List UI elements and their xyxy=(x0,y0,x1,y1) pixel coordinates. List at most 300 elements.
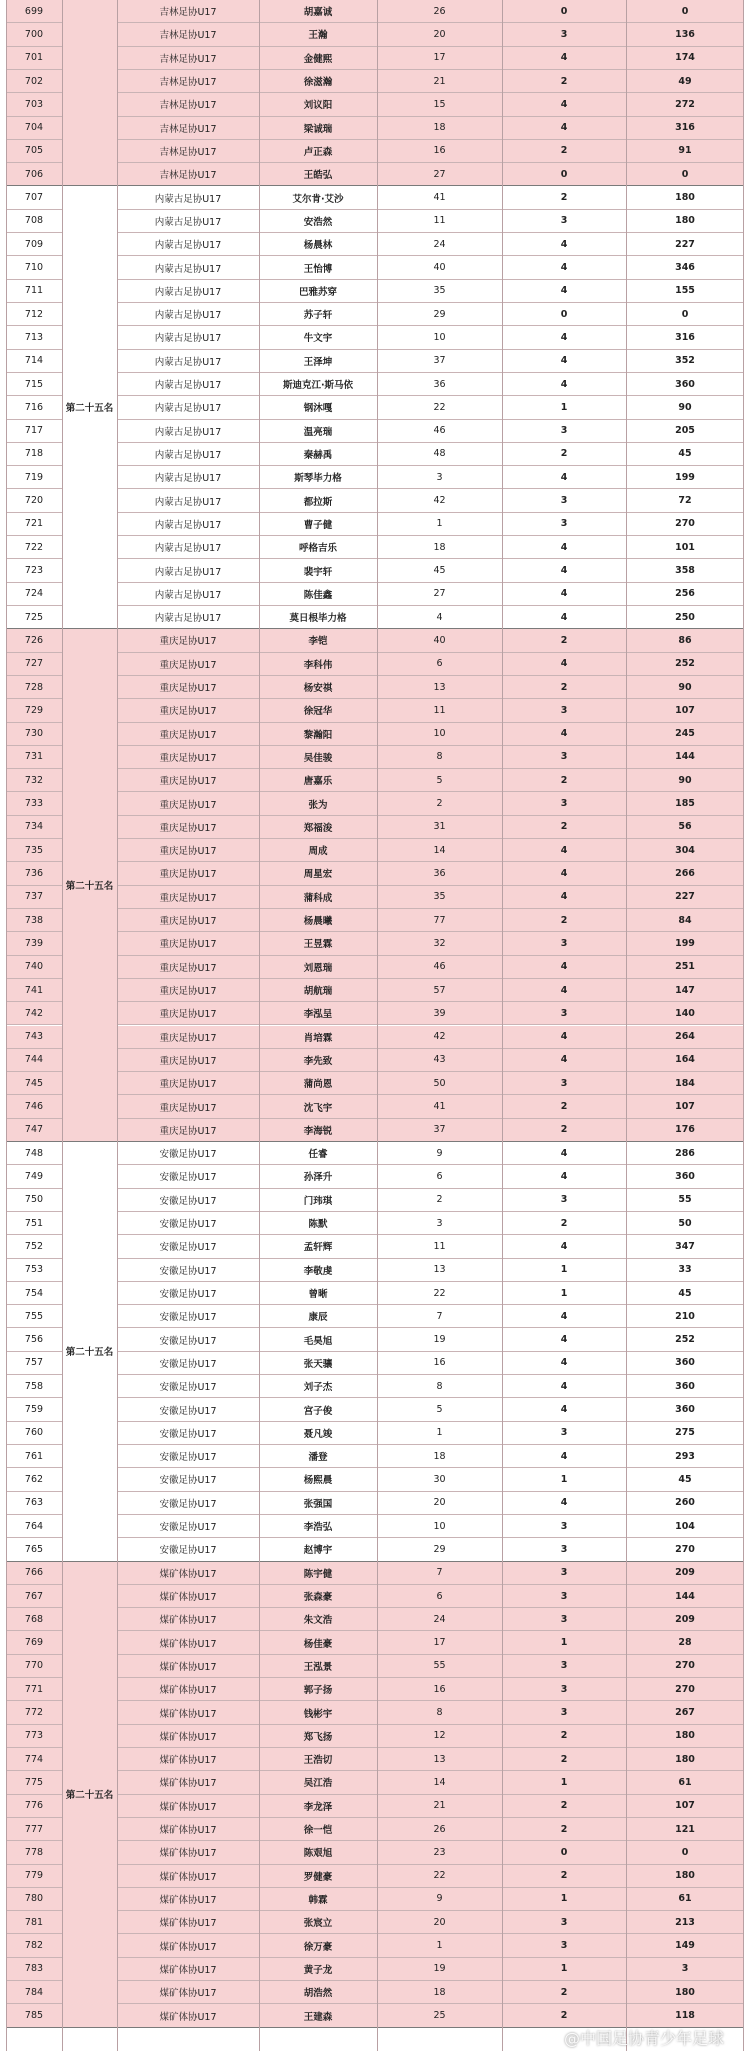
player-name: 李科伟 xyxy=(303,659,333,671)
column-divider xyxy=(117,0,118,2051)
team-name: 煤矿体协U17 xyxy=(159,1825,217,1837)
team-name: 煤矿体协U17 xyxy=(159,1731,217,1743)
games-played: 4 xyxy=(560,867,568,879)
team-name: 重庆足协U17 xyxy=(159,822,217,834)
games-played: 4 xyxy=(560,728,568,740)
jersey-number: 13 xyxy=(433,1753,446,1765)
team-name: 内蒙古足协U17 xyxy=(154,356,222,368)
minutes-played: 121 xyxy=(675,1823,695,1835)
games-played: 2 xyxy=(560,774,568,786)
jersey-number: 5 xyxy=(436,774,443,786)
games-played: 2 xyxy=(560,681,568,693)
player-name: 郑飞扬 xyxy=(303,1731,333,1743)
minutes-played: 184 xyxy=(675,1077,695,1089)
jersey-number: 14 xyxy=(433,844,446,856)
row-number: 737 xyxy=(24,891,44,903)
player-name: 苏子轩 xyxy=(303,310,333,322)
games-played: 4 xyxy=(560,658,568,670)
row-number: 767 xyxy=(24,1590,44,1602)
column-divider xyxy=(626,0,627,2051)
minutes-played: 107 xyxy=(675,704,695,716)
minutes-played: 45 xyxy=(678,1473,692,1485)
row-number: 785 xyxy=(24,2010,44,2022)
minutes-played: 209 xyxy=(675,1567,695,1579)
player-name: 巴雅苏穿 xyxy=(298,286,337,298)
minutes-played: 316 xyxy=(675,122,695,134)
jersey-number: 31 xyxy=(433,821,446,833)
minutes-played: 272 xyxy=(675,98,695,110)
minutes-played: 185 xyxy=(675,798,695,810)
games-played: 4 xyxy=(560,1404,568,1416)
games-played: 4 xyxy=(560,891,568,903)
minutes-played: 107 xyxy=(675,1800,695,1812)
row-number: 717 xyxy=(24,425,44,437)
games-played: 0 xyxy=(560,308,568,320)
jersey-number: 10 xyxy=(433,331,446,343)
team-name: 内蒙古足协U17 xyxy=(154,566,222,578)
jersey-number: 3 xyxy=(436,1217,443,1229)
jersey-number: 48 xyxy=(433,448,446,460)
games-played: 3 xyxy=(560,751,568,763)
team-name: 内蒙古足协U17 xyxy=(154,449,222,461)
player-name: 王瀚 xyxy=(308,30,328,42)
player-name: 杨佳豪 xyxy=(303,1638,333,1650)
row-number: 703 xyxy=(24,98,44,110)
player-name: 金健熙 xyxy=(303,53,333,65)
minutes-played: 107 xyxy=(675,1101,695,1113)
jersey-number: 16 xyxy=(433,1357,446,1369)
rank-cell: 第二十五名 xyxy=(62,1142,117,1562)
row-number: 729 xyxy=(24,704,44,716)
player-name: 刘议阳 xyxy=(303,100,333,112)
player-name: 陈宇健 xyxy=(303,1568,333,1580)
minutes-played: 227 xyxy=(675,891,695,903)
team-name: 内蒙古足协U17 xyxy=(154,613,222,625)
minutes-played: 144 xyxy=(675,751,695,763)
player-name: 李浩弘 xyxy=(303,1522,333,1534)
row-number: 720 xyxy=(24,495,44,507)
team-name: 重庆足协U17 xyxy=(159,776,217,788)
jersey-number: 41 xyxy=(433,192,446,204)
player-name: 吴江浩 xyxy=(303,1778,333,1790)
jersey-number: 22 xyxy=(433,401,446,413)
row-number: 774 xyxy=(24,1753,44,1765)
jersey-number: 37 xyxy=(433,355,446,367)
row-number: 772 xyxy=(24,1707,44,1719)
team-name: 重庆足协U17 xyxy=(159,986,217,998)
row-number: 764 xyxy=(24,1520,44,1532)
team-name: 安徽足协U17 xyxy=(159,1382,217,1394)
games-played: 2 xyxy=(560,634,568,646)
jersey-number: 18 xyxy=(433,541,446,553)
games-played: 4 xyxy=(560,1357,568,1369)
row-number: 761 xyxy=(24,1450,44,1462)
player-name: 梁诚瑞 xyxy=(303,123,333,135)
jersey-number: 18 xyxy=(433,1986,446,1998)
player-name: 肖培霖 xyxy=(303,1032,333,1044)
jersey-number: 27 xyxy=(433,588,446,600)
player-name: 黄子龙 xyxy=(303,1964,333,1976)
jersey-number: 41 xyxy=(433,1101,446,1113)
player-name: 曾晰 xyxy=(308,1289,328,1301)
minutes-played: 90 xyxy=(678,774,692,786)
player-name: 蒲科成 xyxy=(303,892,333,904)
minutes-played: 45 xyxy=(678,1287,692,1299)
games-played: 4 xyxy=(560,541,568,553)
column-divider xyxy=(6,0,7,2051)
games-played: 1 xyxy=(560,1637,568,1649)
player-name: 卢正森 xyxy=(303,146,333,158)
games-played: 2 xyxy=(560,1101,568,1113)
minutes-played: 360 xyxy=(675,1170,695,1182)
jersey-number: 2 xyxy=(436,1194,443,1206)
minutes-played: 210 xyxy=(675,1310,695,1322)
team-name: 内蒙古足协U17 xyxy=(154,496,222,508)
row-number: 718 xyxy=(24,448,44,460)
minutes-played: 144 xyxy=(675,1590,695,1602)
team-name: 重庆足协U17 xyxy=(159,939,217,951)
column-divider xyxy=(377,0,378,2051)
games-played: 2 xyxy=(560,821,568,833)
minutes-played: 252 xyxy=(675,1334,695,1346)
player-name: 徐一恺 xyxy=(303,1825,333,1837)
row-number: 758 xyxy=(24,1380,44,1392)
row-number: 771 xyxy=(24,1683,44,1695)
row-number: 783 xyxy=(24,1963,44,1975)
team-name: 重庆足协U17 xyxy=(159,1032,217,1044)
games-played: 0 xyxy=(560,1846,568,1858)
team-name: 煤矿体协U17 xyxy=(159,1568,217,1580)
player-name: 陈佳鑫 xyxy=(303,589,333,601)
team-name: 安徽足协U17 xyxy=(159,1335,217,1347)
row-number: 723 xyxy=(24,565,44,576)
jersey-number: 1 xyxy=(436,1427,443,1439)
row-number: 708 xyxy=(24,215,44,227)
team-name: 内蒙古足协U17 xyxy=(154,426,222,438)
minutes-played: 275 xyxy=(675,1427,695,1439)
jersey-number: 7 xyxy=(436,1567,443,1579)
jersey-number: 2 xyxy=(436,798,443,810)
minutes-played: 3 xyxy=(681,1963,689,1975)
team-name: 煤矿体协U17 xyxy=(159,1638,217,1650)
row-number: 739 xyxy=(24,937,44,949)
minutes-played: 360 xyxy=(675,1404,695,1416)
row-number: 711 xyxy=(24,285,44,297)
player-name: 牛文宇 xyxy=(303,333,333,345)
row-number: 702 xyxy=(24,75,44,87)
player-name: 张强国 xyxy=(303,1498,333,1510)
games-played: 4 xyxy=(560,1147,568,1159)
player-name: 周星宏 xyxy=(303,869,333,881)
games-played: 2 xyxy=(560,1730,568,1742)
games-played: 2 xyxy=(560,1124,568,1136)
row-number: 760 xyxy=(24,1427,44,1439)
row-number: 736 xyxy=(24,867,44,879)
player-name: 斯迪克江·斯马依 xyxy=(282,380,354,392)
column-divider xyxy=(259,0,260,2051)
games-played: 4 xyxy=(560,611,568,623)
row-number: 704 xyxy=(24,122,44,134)
jersey-number: 12 xyxy=(433,1730,446,1742)
team-name: 重庆足协U17 xyxy=(159,1125,217,1137)
games-played: 4 xyxy=(560,984,568,996)
minutes-played: 180 xyxy=(675,1753,695,1765)
jersey-number: 50 xyxy=(433,1077,446,1089)
jersey-number: 19 xyxy=(433,1334,446,1346)
player-name: 艾尔肯·艾沙 xyxy=(292,193,344,205)
games-played: 2 xyxy=(560,1800,568,1812)
player-name: 黎瀚阳 xyxy=(303,729,333,741)
team-name: 安徽足协U17 xyxy=(159,1265,217,1277)
jersey-number: 46 xyxy=(433,961,446,973)
team-name: 煤矿体协U17 xyxy=(159,1708,217,1720)
player-name: 张宸立 xyxy=(303,1918,333,1930)
team-name: 吉林足协U17 xyxy=(159,7,217,19)
team-name: 吉林足协U17 xyxy=(159,170,217,182)
player-name: 赵博宇 xyxy=(303,1545,333,1557)
games-played: 3 xyxy=(560,1613,568,1625)
player-name: 沈飞宇 xyxy=(303,1102,333,1114)
minutes-played: 0 xyxy=(681,168,689,180)
games-played: 0 xyxy=(560,168,568,180)
player-name: 陈艰旭 xyxy=(303,1848,333,1860)
jersey-number: 77 xyxy=(433,914,446,926)
team-name: 吉林足协U17 xyxy=(159,146,217,158)
rank-cell xyxy=(62,0,117,186)
rank-cell: 第二十五名 xyxy=(62,629,117,1142)
team-name: 安徽足协U17 xyxy=(159,1289,217,1301)
player-name: 康辰 xyxy=(308,1312,328,1324)
games-played: 3 xyxy=(560,495,568,507)
jersey-number: 17 xyxy=(433,52,446,64)
games-played: 3 xyxy=(560,1543,568,1555)
team-name: 内蒙古足协U17 xyxy=(154,403,222,415)
team-name: 煤矿体协U17 xyxy=(159,1615,217,1627)
player-name: 李龙泽 xyxy=(303,1801,333,1813)
row-number: 707 xyxy=(24,192,44,204)
games-played: 2 xyxy=(560,75,568,87)
games-played: 4 xyxy=(560,122,568,134)
player-name: 蒲尚恩 xyxy=(303,1079,333,1091)
minutes-played: 346 xyxy=(675,262,695,274)
row-number: 776 xyxy=(24,1800,44,1812)
jersey-number: 16 xyxy=(433,145,446,157)
team-name: 安徽足协U17 xyxy=(159,1172,217,1184)
player-name: 斯琴毕力格 xyxy=(294,473,342,485)
player-name: 门玮琪 xyxy=(303,1195,333,1207)
games-played: 4 xyxy=(560,1031,568,1043)
jersey-number: 23 xyxy=(433,1846,446,1858)
player-name: 李泓呈 xyxy=(303,1009,333,1021)
player-name: 王建森 xyxy=(303,2011,333,2023)
row-number: 744 xyxy=(24,1054,44,1066)
games-played: 4 xyxy=(560,98,568,110)
row-number: 757 xyxy=(24,1357,44,1369)
jersey-number: 8 xyxy=(436,1707,443,1719)
jersey-number: 36 xyxy=(433,867,446,879)
minutes-played: 49 xyxy=(678,75,692,87)
row-number: 700 xyxy=(24,28,44,40)
games-played: 2 xyxy=(560,192,568,204)
team-name: 煤矿体协U17 xyxy=(159,1592,217,1603)
games-played: 3 xyxy=(560,1194,568,1206)
jersey-number: 29 xyxy=(433,1543,446,1555)
player-name: 都拉斯 xyxy=(303,496,333,508)
player-name: 孟轩辉 xyxy=(303,1242,333,1254)
games-played: 4 xyxy=(560,1497,568,1509)
row-number: 733 xyxy=(24,798,44,810)
row-number: 740 xyxy=(24,961,44,973)
games-played: 4 xyxy=(560,52,568,64)
minutes-played: 286 xyxy=(675,1147,695,1159)
team-name: 重庆足协U17 xyxy=(159,729,217,741)
row-number: 732 xyxy=(24,774,44,786)
jersey-number: 17 xyxy=(433,1637,446,1649)
minutes-played: 251 xyxy=(675,961,695,973)
team-name: 重庆足协U17 xyxy=(159,892,217,904)
team-name: 重庆足协U17 xyxy=(159,659,217,671)
jersey-number: 3 xyxy=(436,471,443,483)
row-number: 778 xyxy=(24,1846,44,1858)
team-name: 煤矿体协U17 xyxy=(159,1918,217,1930)
games-played: 4 xyxy=(560,1054,568,1066)
row-number: 712 xyxy=(24,308,44,320)
minutes-played: 209 xyxy=(675,1613,695,1625)
row-number: 725 xyxy=(24,611,44,623)
player-name: 钱彬宇 xyxy=(303,1708,333,1720)
games-played: 1 xyxy=(560,1264,568,1276)
row-number: 748 xyxy=(24,1147,44,1159)
team-name: 安徽足协U17 xyxy=(159,1219,217,1231)
games-played: 1 xyxy=(560,1963,568,1975)
team-name: 内蒙古足协U17 xyxy=(154,519,222,531)
minutes-played: 252 xyxy=(675,658,695,670)
jersey-number: 11 xyxy=(433,1240,446,1252)
player-name: 温亮瑞 xyxy=(303,426,333,438)
minutes-played: 55 xyxy=(678,1194,692,1206)
minutes-played: 205 xyxy=(675,425,695,437)
row-number: 715 xyxy=(24,378,44,390)
player-name: 王怡博 xyxy=(303,263,333,275)
games-played: 3 xyxy=(560,1567,568,1579)
jersey-number: 1 xyxy=(436,1940,443,1952)
team-name: 安徽足协U17 xyxy=(159,1242,217,1254)
minutes-played: 199 xyxy=(675,937,695,949)
row-number: 755 xyxy=(24,1310,44,1322)
games-played: 4 xyxy=(560,262,568,274)
minutes-played: 174 xyxy=(675,52,695,64)
jersey-number: 22 xyxy=(433,1870,446,1882)
games-played: 2 xyxy=(560,1217,568,1229)
games-played: 1 xyxy=(560,1776,568,1788)
row-number: 784 xyxy=(24,1986,44,1998)
games-played: 4 xyxy=(560,1310,568,1322)
player-name: 胡浩然 xyxy=(303,1988,333,2000)
row-number: 728 xyxy=(24,681,44,693)
minutes-played: 90 xyxy=(678,681,692,693)
jersey-number: 10 xyxy=(433,728,446,740)
player-name: 吴佳骏 xyxy=(303,752,333,764)
team-name: 安徽足协U17 xyxy=(159,1195,217,1207)
games-played: 1 xyxy=(560,401,568,413)
jersey-number: 8 xyxy=(436,751,443,763)
games-played: 4 xyxy=(560,1450,568,1462)
jersey-number: 30 xyxy=(433,1473,446,1485)
team-name: 安徽足协U17 xyxy=(159,1475,217,1487)
minutes-played: 28 xyxy=(678,1637,692,1649)
minutes-played: 270 xyxy=(675,1683,695,1695)
minutes-played: 0 xyxy=(681,1846,689,1858)
team-name: 内蒙古足协U17 xyxy=(154,286,222,298)
jersey-number: 5 xyxy=(436,1404,443,1416)
row-number: 726 xyxy=(24,634,44,646)
jersey-number: 35 xyxy=(433,891,446,903)
games-played: 1 xyxy=(560,1893,568,1905)
team-name: 吉林足协U17 xyxy=(159,30,217,42)
player-name: 罗健豪 xyxy=(303,1871,333,1883)
player-name: 曹子健 xyxy=(303,519,333,531)
team-name: 内蒙古足协U17 xyxy=(154,473,222,485)
minutes-played: 147 xyxy=(675,984,695,996)
jersey-number: 13 xyxy=(433,1264,446,1276)
player-name: 郭子扬 xyxy=(303,1685,333,1697)
games-played: 4 xyxy=(560,378,568,390)
team-name: 煤矿体协U17 xyxy=(159,1778,217,1790)
jersey-number: 10 xyxy=(433,1520,446,1532)
row-number: 747 xyxy=(24,1124,44,1136)
games-played: 3 xyxy=(560,425,568,437)
games-played: 2 xyxy=(560,1870,568,1882)
player-name: 王皓弘 xyxy=(303,170,333,182)
row-number: 749 xyxy=(24,1170,44,1182)
player-name: 王泽坤 xyxy=(303,356,333,368)
team-name: 重庆足协U17 xyxy=(159,916,217,928)
games-played: 3 xyxy=(560,1520,568,1532)
games-played: 4 xyxy=(560,1170,568,1182)
games-played: 1 xyxy=(560,1287,568,1299)
player-name: 毛昊旭 xyxy=(303,1335,333,1347)
player-name: 李海锐 xyxy=(303,1125,333,1137)
jersey-number: 11 xyxy=(433,704,446,716)
minutes-played: 250 xyxy=(675,611,695,623)
player-name: 孙泽升 xyxy=(303,1172,333,1184)
row-number: 713 xyxy=(24,331,44,343)
player-name: 杨晨林 xyxy=(303,240,333,252)
team-name: 吉林足协U17 xyxy=(159,123,217,135)
row-number: 727 xyxy=(24,658,44,670)
jersey-number: 22 xyxy=(433,1287,446,1299)
jersey-number: 20 xyxy=(433,1497,446,1509)
games-played: 3 xyxy=(560,1007,568,1019)
jersey-number: 6 xyxy=(436,1590,443,1602)
jersey-number: 37 xyxy=(433,1124,446,1136)
jersey-number: 25 xyxy=(433,2010,446,2022)
minutes-played: 352 xyxy=(675,355,695,367)
rank-cell: 第二十五名 xyxy=(62,186,117,629)
player-name: 杨晨曦 xyxy=(303,916,333,928)
team-name: 煤矿体协U17 xyxy=(159,1661,217,1673)
games-played: 4 xyxy=(560,238,568,250)
jersey-number: 7 xyxy=(436,1310,443,1322)
team-name: 煤矿体协U17 xyxy=(159,1988,217,2000)
minutes-played: 84 xyxy=(678,914,692,926)
player-name: 莫日根毕力格 xyxy=(289,613,347,625)
player-name: 王昱霖 xyxy=(303,939,333,951)
games-played: 3 xyxy=(560,215,568,227)
row-number: 716 xyxy=(24,401,44,413)
minutes-played: 0 xyxy=(681,308,689,320)
jersey-number: 24 xyxy=(433,238,446,250)
